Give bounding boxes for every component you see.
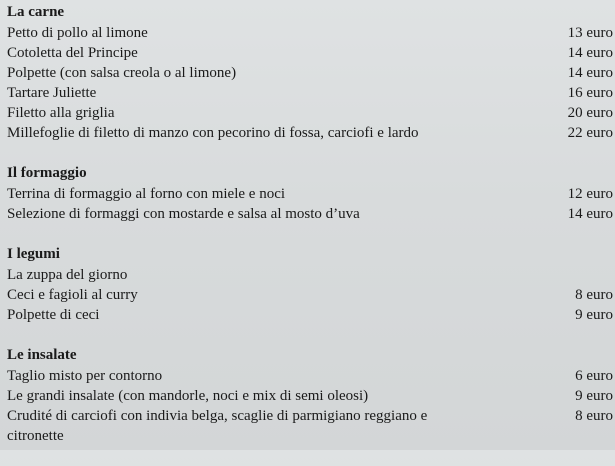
item-name: Polpette (con salsa creola o al limone) xyxy=(7,65,237,81)
menu-item xyxy=(7,265,613,285)
item-price: 14 euro xyxy=(567,45,613,61)
item-name: Polpette di ceci xyxy=(7,307,100,323)
menu-item xyxy=(7,63,613,83)
item-name: Tartare Juliette xyxy=(7,85,97,101)
section-title: Le insalate xyxy=(7,347,77,363)
item-name: Ceci e fagioli al curry xyxy=(7,287,138,303)
item-name: Cotoletta del Principe xyxy=(7,45,138,61)
item-name: La zuppa del giorno xyxy=(7,267,128,283)
item-name: Taglio misto per contorno xyxy=(7,368,163,384)
section-title: La carne xyxy=(7,4,65,20)
menu-item xyxy=(7,43,613,63)
menu-item xyxy=(7,23,613,43)
menu-item xyxy=(7,406,613,446)
menu-item xyxy=(7,123,613,143)
menu xyxy=(7,0,613,466)
item-name: Crudité di carciofi con indivia belga, scaglie di parmigiano reggiano e citronette xyxy=(7,408,428,444)
section-carne xyxy=(7,2,613,143)
menu-item xyxy=(7,184,613,204)
item-name: Petto di pollo al limone xyxy=(7,25,148,41)
menu-item xyxy=(7,83,613,103)
item-price: 8 euro xyxy=(575,287,613,303)
item-price: 6 euro xyxy=(575,368,613,384)
section-insalate xyxy=(7,345,613,446)
item-price: 13 euro xyxy=(567,25,613,41)
item-price: 8 euro xyxy=(575,408,613,424)
item-price: 22 euro xyxy=(567,125,613,141)
item-price: 16 euro xyxy=(567,85,613,101)
section-legumi xyxy=(7,244,613,325)
menu-item xyxy=(7,366,613,386)
item-name: Millefoglie di filetto di manzo con pecorino di fossa, carciofi e lardo xyxy=(7,125,419,141)
item-name: Selezione di formaggi con mostarde e salsa al mosto d’uva xyxy=(7,206,360,222)
item-price: 9 euro xyxy=(575,307,613,323)
item-price: 12 euro xyxy=(567,186,613,202)
section-title: I legumi xyxy=(7,246,60,262)
item-name: Filetto alla griglia xyxy=(7,105,115,121)
item-price: 20 euro xyxy=(567,105,613,121)
item-price: 14 euro xyxy=(567,206,613,222)
section-formaggio xyxy=(7,163,613,224)
item-price: 9 euro xyxy=(575,388,613,404)
item-name: Terrina di formaggio al forno con miele e noci xyxy=(7,186,286,202)
menu-item xyxy=(7,103,613,123)
menu-item xyxy=(7,386,613,406)
menu-item xyxy=(7,285,613,305)
menu-item xyxy=(7,305,613,325)
item-price: 14 euro xyxy=(567,65,613,81)
item-name: Le grandi insalate (con mandorle, noci e mix di semi oleosi) xyxy=(7,388,369,404)
section-title: Il formaggio xyxy=(7,165,87,181)
menu-item xyxy=(7,204,613,224)
